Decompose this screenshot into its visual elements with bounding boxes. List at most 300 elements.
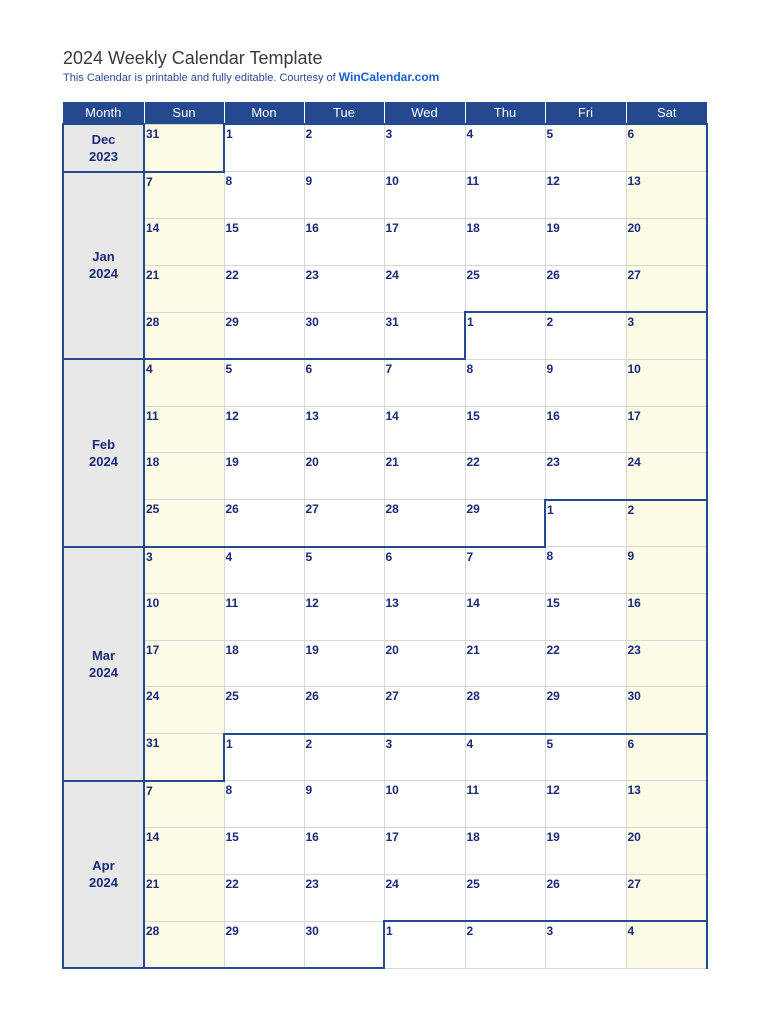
col-header-tue: Tue [304, 102, 384, 124]
day-cell-tue[interactable] [304, 172, 384, 219]
day-cell-tue[interactable] [304, 547, 384, 594]
day-number: 7 [146, 783, 153, 798]
day-number: 5 [546, 127, 554, 141]
day-number: 18 [146, 455, 160, 469]
day-number: 26 [546, 267, 560, 282]
col-header-sun: Sun [144, 102, 224, 124]
day-cell-sat[interactable] [626, 265, 707, 312]
day-number: 25 [146, 502, 160, 516]
day-number: 8 [225, 783, 233, 797]
day-number: 3 [627, 315, 635, 329]
week-row [63, 687, 707, 734]
day-cell-wed[interactable] [384, 734, 465, 781]
day-cell-tue[interactable] [304, 828, 384, 875]
day-number: 21 [146, 267, 160, 282]
day-cell-sun[interactable] [144, 312, 224, 359]
day-number: 1 [386, 924, 393, 938]
day-number: 23 [627, 642, 641, 657]
day-cell-fri[interactable] [545, 406, 626, 453]
day-number: 29 [466, 502, 480, 516]
day-cell-mon[interactable] [224, 594, 304, 641]
subtitle [63, 70, 439, 84]
day-cell-sat[interactable] [626, 500, 707, 547]
day-cell-thu[interactable] [465, 874, 545, 921]
day-number: 21 [146, 876, 160, 891]
day-number: 6 [627, 127, 635, 141]
day-cell-thu[interactable] [465, 312, 545, 359]
day-number: 2 [466, 924, 474, 938]
month-name: Mar [91, 647, 116, 663]
day-cell-fri[interactable] [545, 828, 626, 875]
day-number: 23 [305, 876, 319, 891]
day-cell-sun[interactable] [144, 124, 224, 172]
day-cell-tue[interactable] [304, 219, 384, 266]
subtitle-text: This Calendar is printable and fully editable. Courtesy of [63, 72, 339, 84]
day-cell-sat[interactable] [626, 359, 707, 406]
day-number: 5 [305, 549, 313, 564]
day-cell-sun[interactable] [144, 406, 224, 453]
day-cell-thu[interactable] [465, 500, 545, 547]
day-cell-sat[interactable] [626, 828, 707, 875]
day-number: 2 [627, 502, 635, 517]
day-number: 26 [225, 502, 239, 516]
day-cell-sun[interactable] [144, 781, 224, 828]
day-cell-mon[interactable] [224, 265, 304, 312]
day-cell-wed[interactable] [384, 874, 465, 921]
day-cell-thu[interactable] [465, 453, 545, 500]
day-number: 3 [385, 127, 393, 141]
day-cell-fri[interactable] [545, 547, 626, 594]
day-number: 9 [546, 361, 554, 376]
day-cell-mon[interactable] [224, 547, 304, 594]
day-number: 24 [627, 455, 641, 469]
day-cell-thu[interactable] [465, 640, 545, 687]
month-year: 2024 [89, 875, 118, 891]
day-cell-tue[interactable] [304, 265, 384, 312]
day-cell-mon[interactable] [224, 921, 304, 968]
page-title: 2024 Weekly Calendar Template [63, 48, 323, 68]
day-cell-sat[interactable] [626, 640, 707, 687]
month-label-cell [63, 547, 144, 781]
day-number: 19 [225, 455, 239, 469]
week-row [63, 172, 707, 219]
day-number: 13 [305, 408, 319, 423]
day-number: 4 [466, 127, 474, 141]
day-number: 21 [385, 455, 399, 469]
day-number: 16 [627, 596, 641, 610]
day-number: 22 [225, 267, 239, 282]
day-cell-tue[interactable] [304, 921, 384, 968]
day-cell-wed[interactable] [384, 172, 465, 219]
weekly-calendar-table [62, 102, 708, 969]
day-cell-sat[interactable] [626, 687, 707, 734]
day-cell-mon[interactable] [224, 359, 304, 406]
day-number: 16 [546, 408, 560, 423]
day-number: 27 [627, 267, 641, 282]
week-row [63, 921, 707, 968]
day-number: 15 [225, 830, 239, 844]
day-number: 26 [305, 689, 319, 703]
day-cell-fri[interactable] [545, 781, 626, 828]
week-row [63, 500, 707, 547]
day-number: 13 [627, 783, 641, 797]
day-cell-thu[interactable] [465, 406, 545, 453]
day-cell-wed[interactable] [384, 687, 465, 734]
day-cell-sun[interactable] [144, 172, 224, 219]
day-cell-sat[interactable] [626, 312, 707, 359]
day-cell-fri[interactable] [545, 921, 626, 968]
day-cell-sun[interactable] [144, 453, 224, 500]
day-number: 4 [146, 362, 153, 376]
day-cell-fri[interactable] [545, 219, 626, 266]
day-number: 18 [466, 221, 480, 235]
day-cell-tue[interactable] [304, 594, 384, 641]
day-number: 17 [385, 830, 399, 844]
day-number: 7 [385, 362, 393, 376]
day-number: 14 [146, 830, 160, 844]
day-number: 6 [305, 362, 313, 376]
day-cell-tue[interactable] [304, 359, 384, 406]
day-number: 29 [225, 314, 239, 329]
week-row [63, 312, 707, 359]
day-number: 18 [225, 642, 239, 657]
day-number: 4 [225, 549, 233, 564]
day-cell-fri[interactable] [545, 359, 626, 406]
day-number: 31 [385, 314, 399, 329]
day-number: 1 [226, 127, 233, 141]
day-number: 31 [146, 736, 160, 750]
month-label-cell [63, 172, 144, 360]
day-cell-mon[interactable] [224, 687, 304, 734]
day-number: 25 [466, 267, 480, 282]
month-name: Apr [92, 858, 115, 874]
day-cell-sat[interactable] [626, 219, 707, 266]
day-number: 24 [146, 689, 160, 703]
week-row [63, 640, 707, 687]
day-cell-wed[interactable] [384, 453, 465, 500]
month-year: 2024 [89, 453, 118, 469]
day-number: 20 [385, 642, 399, 657]
day-number: 11 [466, 783, 480, 797]
month-name: Jan [92, 249, 115, 265]
day-number: 12 [305, 596, 319, 610]
day-number: 16 [305, 221, 319, 235]
day-cell-thu[interactable] [465, 828, 545, 875]
day-number: 12 [546, 174, 560, 188]
day-number: 12 [546, 783, 560, 797]
week-row [63, 124, 707, 172]
month-name: Feb [91, 436, 116, 452]
day-cell-sat[interactable] [626, 453, 707, 500]
day-cell-sun[interactable] [144, 828, 224, 875]
day-cell-sat[interactable] [626, 781, 707, 828]
day-number: 16 [305, 830, 319, 844]
day-cell-sun[interactable] [144, 219, 224, 266]
day-number: 30 [627, 689, 641, 703]
day-cell-fri[interactable] [545, 124, 626, 172]
day-number: 20 [305, 455, 319, 469]
day-number: 20 [627, 221, 641, 235]
day-number: 1 [467, 315, 474, 329]
day-number: 30 [305, 923, 319, 938]
day-cell-sat[interactable] [626, 406, 707, 453]
day-number: 4 [627, 924, 635, 938]
day-cell-sat[interactable] [626, 547, 707, 594]
day-cell-sun[interactable] [144, 359, 224, 406]
week-row [63, 359, 707, 406]
day-cell-tue[interactable] [304, 453, 384, 500]
day-cell-tue[interactable] [304, 734, 384, 781]
day-number: 27 [385, 689, 399, 703]
day-cell-thu[interactable] [465, 781, 545, 828]
day-number: 7 [466, 549, 474, 564]
day-number: 17 [385, 221, 399, 235]
day-cell-fri[interactable] [545, 594, 626, 641]
day-number: 15 [466, 408, 480, 423]
day-number: 28 [146, 923, 160, 938]
day-number: 28 [466, 689, 480, 703]
day-cell-sat[interactable] [626, 921, 707, 968]
day-number: 9 [627, 549, 635, 563]
day-cell-thu[interactable] [465, 734, 545, 781]
day-number: 9 [305, 174, 313, 188]
week-row [63, 406, 707, 453]
day-number: 27 [627, 876, 641, 891]
day-cell-fri[interactable] [545, 874, 626, 921]
day-number: 3 [546, 924, 554, 938]
day-cell-wed[interactable] [384, 359, 465, 406]
day-number: 5 [225, 362, 233, 376]
day-number: 28 [146, 314, 160, 329]
day-cell-fri[interactable] [545, 265, 626, 312]
day-cell-sun[interactable] [144, 547, 224, 594]
day-cell-mon[interactable] [224, 640, 304, 687]
day-number: 10 [146, 596, 160, 610]
day-number: 21 [466, 642, 480, 657]
day-number: 7 [146, 174, 153, 189]
day-cell-sun[interactable] [144, 921, 224, 968]
day-number: 8 [225, 174, 233, 188]
day-number: 19 [546, 221, 560, 235]
day-cell-mon[interactable] [224, 734, 304, 781]
day-number: 10 [627, 361, 641, 376]
month-label-cell [63, 781, 144, 969]
day-number: 29 [225, 923, 239, 938]
day-number: 24 [385, 876, 399, 891]
day-number: 5 [546, 736, 554, 751]
day-number: 2 [546, 315, 554, 329]
day-cell-thu[interactable] [465, 594, 545, 641]
day-cell-mon[interactable] [224, 500, 304, 547]
day-number: 23 [305, 267, 319, 282]
week-row [63, 781, 707, 828]
day-cell-wed[interactable] [384, 406, 465, 453]
month-label-cell [63, 359, 144, 547]
day-cell-fri[interactable] [545, 640, 626, 687]
day-cell-tue[interactable] [304, 687, 384, 734]
day-cell-tue[interactable] [304, 124, 384, 172]
day-cell-mon[interactable] [224, 781, 304, 828]
day-cell-sun[interactable] [144, 500, 224, 547]
week-row [63, 219, 707, 266]
col-header-wed: Wed [384, 102, 465, 124]
day-number: 26 [546, 876, 560, 891]
day-cell-wed[interactable] [384, 594, 465, 641]
day-number: 17 [146, 642, 160, 657]
day-number: 3 [146, 549, 153, 564]
day-cell-thu[interactable] [465, 921, 545, 968]
col-header-fri: Fri [545, 102, 626, 124]
day-number: 11 [225, 596, 239, 610]
day-number: 22 [546, 642, 560, 657]
month-label-cell [63, 124, 144, 172]
day-number: 8 [546, 549, 554, 563]
week-row [63, 874, 707, 921]
day-cell-sun[interactable] [144, 874, 224, 921]
day-number: 1 [226, 736, 233, 751]
day-number: 9 [305, 783, 313, 797]
day-number: 18 [466, 830, 480, 844]
day-number: 13 [627, 174, 641, 188]
day-cell-tue[interactable] [304, 312, 384, 359]
day-number: 20 [627, 830, 641, 844]
day-number: 10 [385, 783, 399, 797]
day-cell-thu[interactable] [465, 124, 545, 172]
day-number: 14 [466, 596, 480, 610]
day-number: 13 [385, 596, 399, 610]
day-number: 22 [225, 876, 239, 891]
day-cell-thu[interactable] [465, 265, 545, 312]
day-number: 10 [385, 174, 399, 188]
day-number: 14 [385, 408, 399, 423]
day-number: 1 [547, 502, 554, 517]
calendar-body [63, 124, 707, 968]
day-number: 11 [466, 174, 480, 188]
day-cell-tue[interactable] [304, 500, 384, 547]
day-cell-thu[interactable] [465, 219, 545, 266]
day-cell-fri[interactable] [545, 453, 626, 500]
day-cell-thu[interactable] [465, 172, 545, 219]
day-cell-tue[interactable] [304, 406, 384, 453]
day-cell-wed[interactable] [384, 640, 465, 687]
day-cell-tue[interactable] [304, 874, 384, 921]
day-cell-fri[interactable] [545, 172, 626, 219]
month-name: Dec [91, 131, 116, 147]
day-number: 4 [466, 736, 474, 751]
week-row [63, 734, 707, 781]
day-number: 15 [546, 596, 560, 610]
day-number: 14 [146, 221, 160, 235]
day-number: 28 [385, 502, 399, 516]
day-cell-tue[interactable] [304, 781, 384, 828]
day-number: 27 [305, 502, 319, 516]
day-number: 29 [546, 689, 560, 703]
day-cell-thu[interactable] [465, 687, 545, 734]
day-cell-sat[interactable] [626, 172, 707, 219]
day-number: 22 [466, 455, 480, 469]
day-number: 24 [385, 267, 399, 282]
day-cell-sun[interactable] [144, 734, 224, 781]
week-row [63, 453, 707, 500]
month-year: 2024 [89, 664, 118, 680]
day-cell-mon[interactable] [224, 828, 304, 875]
day-cell-mon[interactable] [224, 453, 304, 500]
month-year: 2023 [89, 148, 118, 164]
day-cell-mon[interactable] [224, 874, 304, 921]
day-number: 30 [305, 314, 319, 329]
day-cell-sun[interactable] [144, 687, 224, 734]
day-number: 8 [466, 361, 474, 376]
week-row [63, 594, 707, 641]
day-number: 23 [546, 455, 560, 469]
header-row [63, 102, 707, 124]
day-cell-mon[interactable] [224, 172, 304, 219]
day-cell-mon[interactable] [224, 219, 304, 266]
day-number: 12 [225, 408, 239, 423]
day-cell-wed[interactable] [384, 124, 465, 172]
week-row [63, 547, 707, 594]
day-cell-wed[interactable] [384, 500, 465, 547]
day-number: 31 [146, 126, 160, 141]
day-cell-thu[interactable] [465, 547, 545, 594]
day-number: 25 [225, 689, 239, 703]
day-number: 3 [385, 736, 393, 751]
day-cell-wed[interactable] [384, 921, 465, 968]
day-cell-thu[interactable] [465, 359, 545, 406]
day-number: 25 [466, 876, 480, 891]
day-cell-wed[interactable] [384, 265, 465, 312]
day-cell-sat[interactable] [626, 594, 707, 641]
day-cell-wed[interactable] [384, 312, 465, 359]
day-cell-wed[interactable] [384, 781, 465, 828]
col-header-mon: Mon [224, 102, 304, 124]
day-number: 15 [225, 221, 239, 235]
day-cell-tue[interactable] [304, 640, 384, 687]
day-cell-sun[interactable] [144, 265, 224, 312]
week-row [63, 265, 707, 312]
week-row [63, 828, 707, 875]
day-number: 11 [146, 408, 159, 423]
day-cell-wed[interactable] [384, 547, 465, 594]
day-number: 6 [627, 736, 635, 751]
day-number: 6 [385, 549, 393, 564]
day-cell-mon[interactable] [224, 312, 304, 359]
day-cell-fri[interactable] [545, 312, 626, 359]
day-cell-wed[interactable] [384, 828, 465, 875]
day-cell-fri[interactable] [545, 500, 626, 547]
wincalendar-link[interactable]: WinCalendar.com [338, 70, 440, 84]
day-number: 19 [305, 642, 319, 657]
col-header-sat: Sat [626, 102, 707, 124]
day-cell-sun[interactable] [144, 640, 224, 687]
day-number: 19 [546, 830, 560, 844]
day-cell-mon[interactable] [224, 124, 304, 172]
day-cell-mon[interactable] [224, 406, 304, 453]
day-number: 2 [305, 127, 313, 141]
day-cell-sat[interactable] [626, 734, 707, 781]
col-header-thu: Thu [465, 102, 545, 124]
day-cell-fri[interactable] [545, 734, 626, 781]
day-number: 2 [305, 736, 313, 751]
day-number: 17 [627, 408, 641, 423]
month-year: 2024 [89, 266, 118, 282]
day-cell-sun[interactable] [144, 594, 224, 641]
day-cell-wed[interactable] [384, 219, 465, 266]
col-header-month: Month [63, 102, 144, 124]
day-cell-fri[interactable] [545, 687, 626, 734]
day-cell-sat[interactable] [626, 874, 707, 921]
day-cell-sat[interactable] [626, 124, 707, 172]
